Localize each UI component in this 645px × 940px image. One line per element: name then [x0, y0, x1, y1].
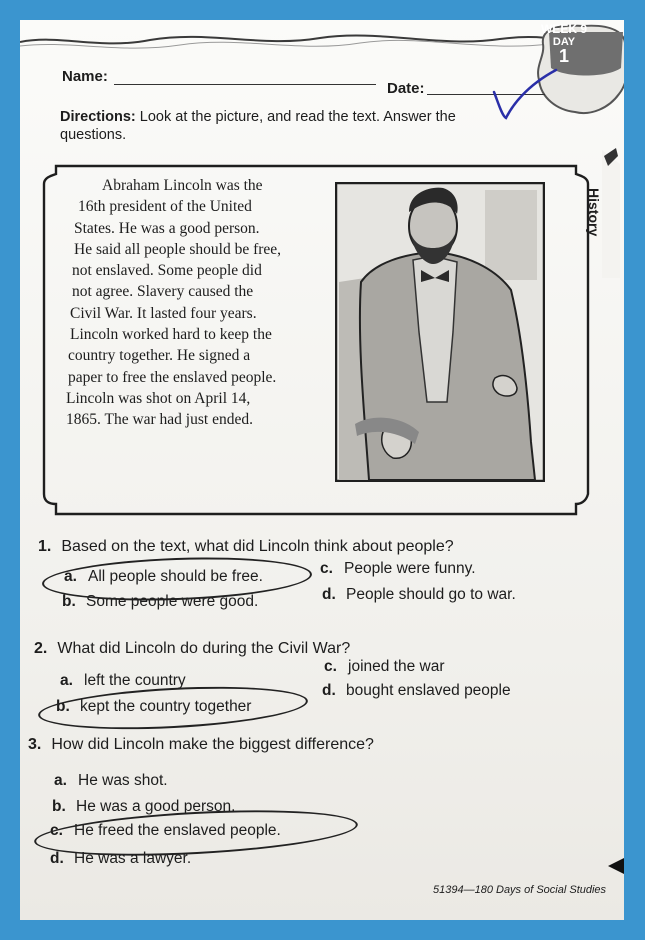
- option-text: bought enslaved people: [346, 682, 511, 699]
- passage-line: Civil War. It lasted four years.: [70, 304, 257, 322]
- question-number: 1.: [38, 538, 52, 555]
- option-letter: a.: [64, 568, 77, 585]
- option-letter: c.: [320, 560, 333, 577]
- history-tab-label: History: [586, 188, 602, 237]
- question-3: [28, 736, 374, 754]
- option-text: He freed the enslaved people.: [74, 822, 281, 839]
- option-letter: b.: [56, 698, 70, 715]
- option-letter: c.: [50, 822, 63, 839]
- page-corner-arrow-icon: [606, 856, 624, 876]
- passage-line: not enslaved. Some people did: [72, 262, 262, 280]
- option-letter: b.: [52, 798, 66, 815]
- option-text: He was a good person.: [76, 798, 236, 815]
- passage-line: country together. He signed a: [68, 347, 251, 365]
- question-text: Based on the text, what did Lincoln think about people?: [61, 538, 454, 555]
- question-text: How did Lincoln make the biggest difference?: [51, 736, 374, 753]
- option-letter: a.: [54, 772, 67, 789]
- question-text: What did Lincoln do during the Civil War?: [57, 640, 351, 657]
- passage-line: He said all people should be free,: [74, 240, 282, 258]
- option-text: People were funny.: [344, 560, 476, 577]
- option-letter: b.: [62, 593, 76, 610]
- passage-line: 16th president of the United: [78, 198, 252, 216]
- name-label: Name:: [62, 68, 108, 85]
- option-letter: d.: [322, 586, 336, 603]
- option-text: kept the country together: [80, 698, 252, 715]
- option-letter: c.: [324, 658, 337, 675]
- directions: [60, 108, 520, 144]
- question-number: 2.: [34, 640, 48, 657]
- q3-option-a[interactable]: [54, 772, 168, 790]
- question-1: [38, 538, 454, 556]
- question-number: 3.: [28, 736, 42, 753]
- option-text: All people should be free.: [88, 568, 263, 585]
- directions-label: Directions:: [60, 109, 136, 125]
- option-text: People should go to war.: [346, 586, 516, 603]
- option-text: joined the war: [348, 658, 445, 675]
- q1-option-c[interactable]: [320, 560, 476, 578]
- lincoln-portrait-image: [335, 182, 545, 482]
- q2-option-d[interactable]: [322, 682, 511, 700]
- question-2: [34, 640, 350, 658]
- q2-option-c[interactable]: [324, 658, 445, 676]
- day-number: 1: [558, 46, 569, 66]
- passage-line: not agree. Slavery caused the: [72, 283, 254, 301]
- passage-line: Abraham Lincoln was the: [102, 177, 263, 194]
- option-letter: a.: [60, 672, 73, 689]
- option-letter: d.: [322, 682, 336, 699]
- passage-line: States. He was a good person.: [74, 219, 260, 237]
- passage-text: [66, 175, 328, 431]
- passage-line: paper to free the enslaved people.: [68, 368, 277, 386]
- name-line[interactable]: [114, 84, 376, 85]
- passage-line: Lincoln was shot on April 14,: [66, 389, 251, 407]
- option-text: He was a lawyer.: [74, 850, 192, 867]
- bleed-through-text: [310, 615, 314, 630]
- option-text: He was shot.: [78, 772, 168, 789]
- option-text: Some people were good.: [86, 593, 259, 610]
- footer-credit: 51394—180 Days of Social Studies: [433, 884, 607, 896]
- date-label: Date:: [387, 80, 425, 97]
- passage-line: 1865. The war had just ended.: [66, 411, 253, 429]
- directions-text: Look at the picture, and read the text. Answer the questions.: [60, 109, 456, 143]
- option-text: left the country: [84, 672, 186, 689]
- day-label: DAY: [552, 36, 576, 48]
- week-label: WEEK 9: [540, 22, 587, 36]
- q1-option-d[interactable]: [322, 586, 516, 604]
- worksheet-page: [20, 20, 624, 920]
- option-letter: d.: [50, 850, 64, 867]
- passage-line: Lincoln worked hard to keep the: [70, 326, 272, 344]
